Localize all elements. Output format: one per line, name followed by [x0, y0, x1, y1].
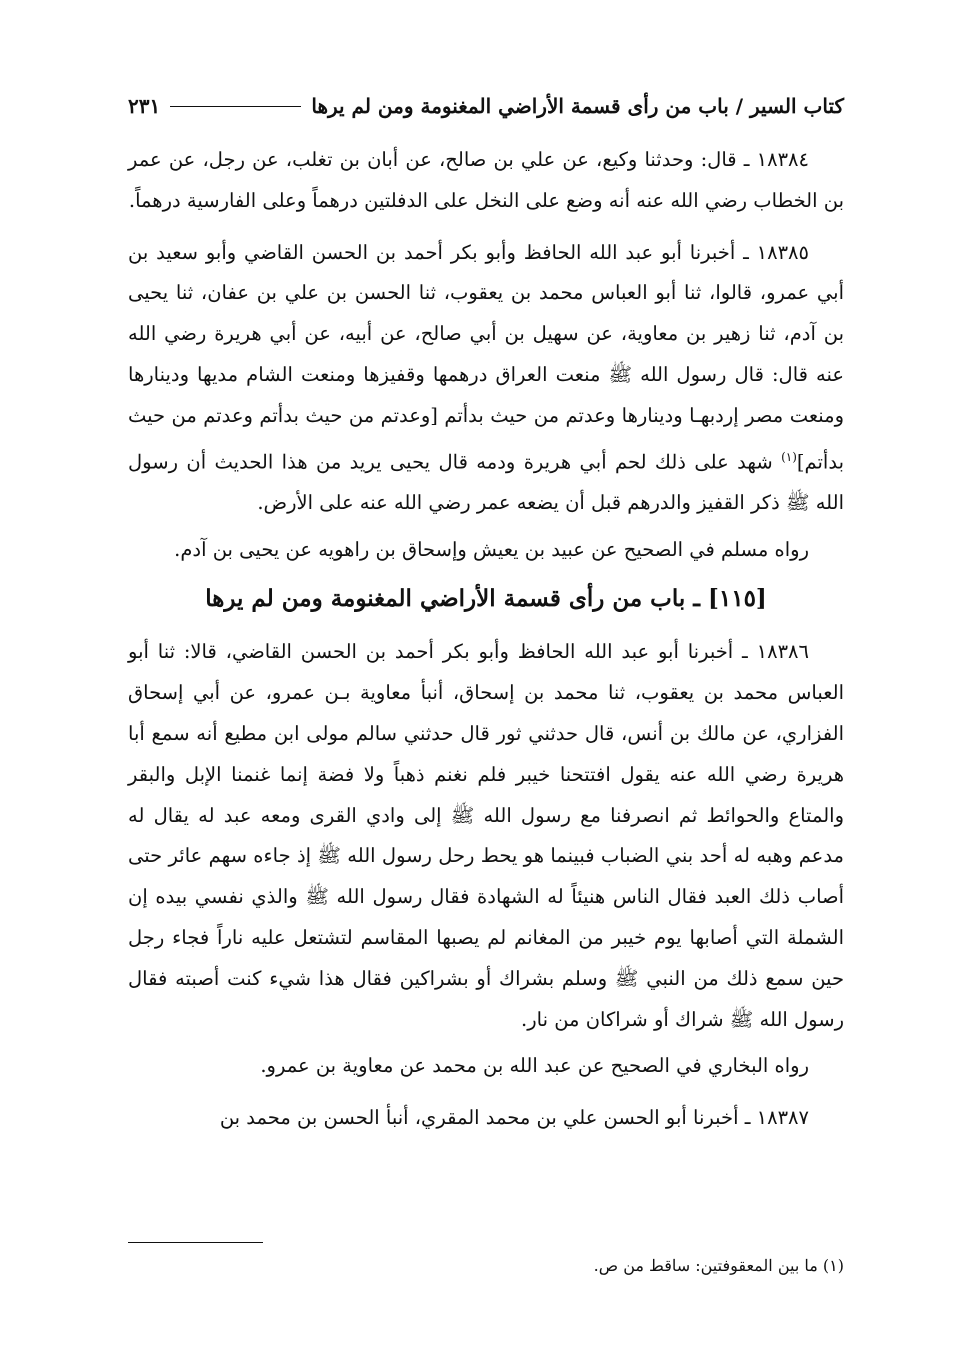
hadith-18385-text-cont: شهد على ذلك لحم أبي هريرة ودمه قال يحيى يريد من هذا الحديث أن رسول الله ﷺ ذكر القفيز والدرهم قبل أن يضعه عمر رضي الله عنه على الأرض. [128, 450, 844, 514]
section-heading: [١١٥] ـ باب من رأى قسمة الأراضي المغنومة ومن لم يرها [205, 585, 767, 613]
hadith-18385-text: ١٨٣٨٥ ـ أخبرنا أبو عبد الله الحافظ وأبو بكر أحمد بن الحسن القاضي وأبو سعيد بن أبي عمرو، قالوا، ثنا أبو العباس محمد بن يعقوب، ثنا الحسن بن علي بن عفان، ثنا يحيى بن آدم، ثنا زهير بن معاوية، عن سهيل بن أبي صالح، عن أبيه، عن أبي هريرة رضي الله عنه قال: قال رسول الله ﷺ منعت العراق درهمها وقفيزها ومنعت الشام مديها ودينارها ومنعت مصر إردبهـا ودينارها وعدتم من حيث بدأتم [وعدتم من حيث بدأتم وعدتم من حيث بدأتم] [128, 240, 844, 474]
running-head-title: كتاب السير / باب من رأى قسمة الأراضي المغنومة ومن لم يرها [311, 94, 844, 118]
footnote-rule [128, 1242, 263, 1243]
book-page [128, 86, 844, 1275]
footnote: (١) ما بين المعقوفتين: ساقط من ص. [593, 1256, 844, 1275]
narration-note-bukhari: رواه البخاري في الصحيح عن عبد الله بن محمد عن معاوية بن عمرو. [260, 1054, 809, 1078]
hadith-18386: ١٨٣٨٦ ـ أخبرنا أبو عبد الله الحافظ وأبو بكر أحمد بن الحسن القاضي، قالا: ثنا أبو العباس محمد بن يعقوب، ثنا محمد بن إسحاق، أنبأ معاوية بـن عمرو، عن أبي إسحاق الفزاري، عن مالك بن أنس، قال حدثني ثور قال حدثني سالم مولى ابن مطيع أنه سمع أبا هريرة رضي الله عنه يقول افتتحنا خيبر فلم نغنم ذهباً ولا فضة إنما غنمنا الإبل والبقر والمتاع والحوائط ثم انصرفنا مع رسول الله ﷺ إلى وادي القرى ومعه عبد له يقال له مدعم وهبه له أحد بني الضباب فبينما هو يحط رحل رسول الله ﷺ إذ جاءه سهم عائر حتى أصاب ذلك العبد فقال الناس هنيئاً له الشهادة فقال رسول الله ﷺ والذي نفسي بيده إن الشملة التي أصابها يوم خيبر من المغانم لم يصبها المقاسم لتشتعل عليه ناراً فجاء رجل حين سمع ذلك من النبي ﷺ وسلم بشراك أو بشراكين فقال هذا شيء كنت أصبته فقال رسول الله ﷺ شراك أو شراكان من نار. [128, 640, 844, 1031]
hadith-18384: ١٨٣٨٤ ـ قال: وحدثنا وكيع، عن علي بن صالح، عن أبان بن تغلب، عن رجل، عن عمر بن الخطاب رضي الله عنه أنه وضع على النخل على الدفلتين درهماً وعلى الفارسية درهماً. [128, 148, 844, 212]
running-head [128, 86, 844, 126]
running-head-rule [170, 106, 301, 107]
footnote-marker[interactable]: (١) [781, 449, 797, 464]
page-number: ٢٣١ [128, 94, 161, 118]
hadith-18385 [128, 233, 844, 524]
narration-note-muslim: رواه مسلم في الصحيح عن عبيد بن يعيش وإسحاق بن راهويه عن يحيى بن آدم. [174, 537, 809, 561]
hadith-18387: ١٨٣٨٧ ـ أخبرنا أبو الحسن علي بن محمد المقري، أنبأ الحسن بن محمد بن [219, 1106, 809, 1130]
